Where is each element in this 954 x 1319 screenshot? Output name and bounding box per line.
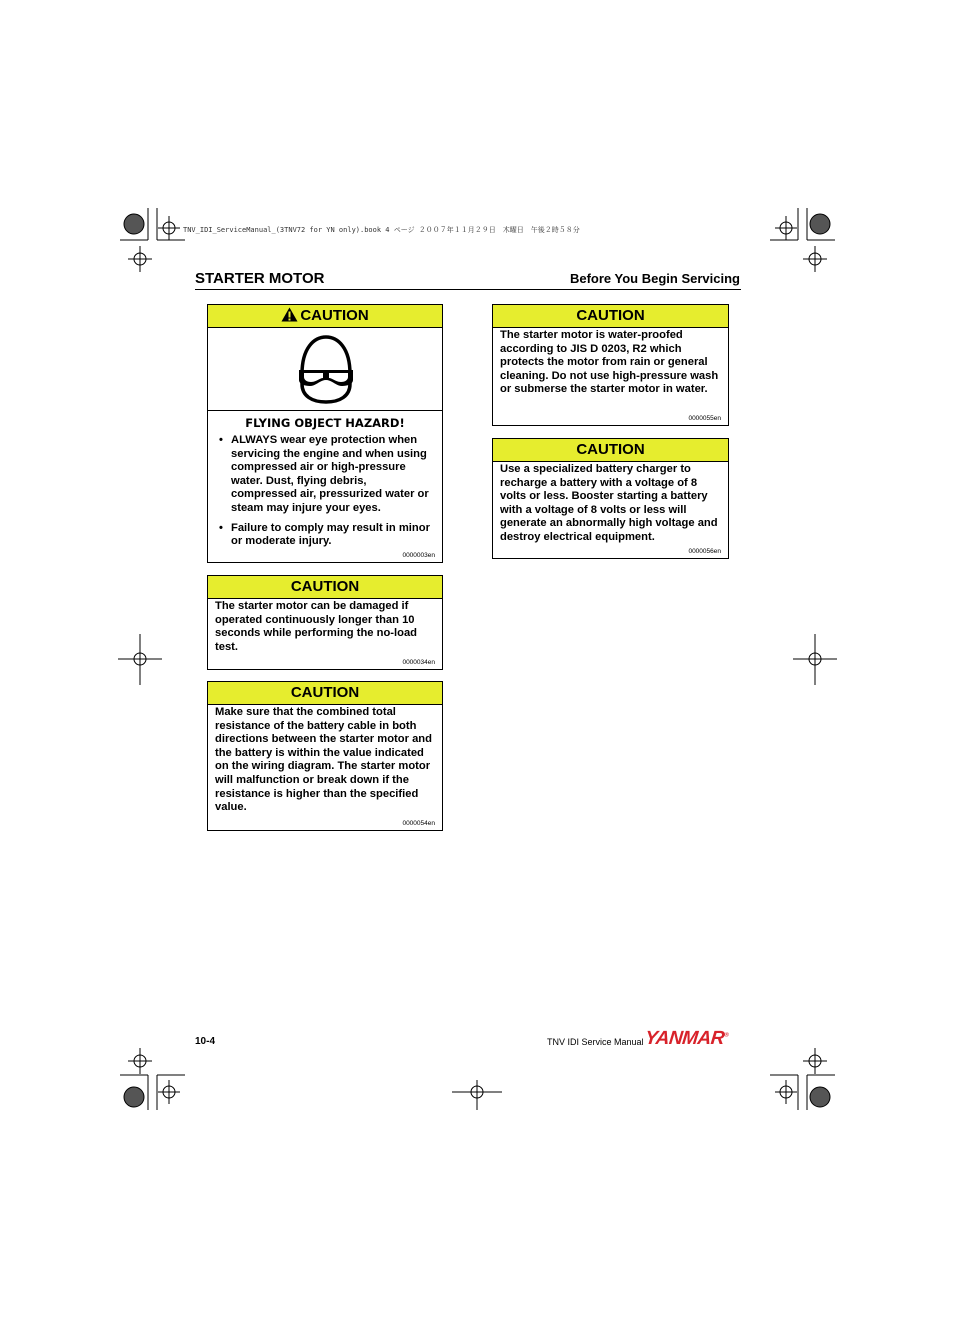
message-code: 0000056en <box>688 548 721 555</box>
message-code: 0000003en <box>402 552 435 559</box>
safety-goggles-icon <box>296 334 356 404</box>
caution-box-flying-object <box>207 304 443 563</box>
caution-heading: CAUTION <box>208 682 442 705</box>
message-code: 0000055en <box>688 415 721 422</box>
message-code: 0000054en <box>402 820 435 827</box>
bullet-item: • ALWAYS wear eye protection when servicing the engine and when using compressed air or high-pressure water. Dust, flying debris, compressed air, pressurized water or steam may injure your eyes. <box>231 434 435 516</box>
page-number: 10-4 <box>195 1036 216 1047</box>
message-code: 0000034en <box>402 659 435 666</box>
manual-title: TNV IDI Service Manual <box>547 1037 644 1047</box>
caution-text: Use a specialized battery charger to recharge a battery with a voltage of 8 volts or less. Booster starting a battery with a voltage of 8 volts or less will generate an abnormally high voltage and destroy electrical equipment. <box>500 463 718 543</box>
caution-heading: CAUTION <box>493 439 728 462</box>
hazard-bullets <box>215 434 435 549</box>
caution-box-charger <box>492 438 729 559</box>
caution-box-no-load <box>207 575 443 670</box>
caution-text: Make sure that the combined total resistance of the battery cable in both directions between the starter motor and the battery is within the value indicated on the wiring diagram. The starter motor will malfunction or break down if the resistance is higher than the specified value. <box>215 706 432 814</box>
pictogram-area <box>208 328 442 411</box>
caution-heading <box>208 305 442 328</box>
registered-mark: ® <box>724 1032 729 1039</box>
caution-box-water <box>492 304 729 426</box>
header-rule <box>195 289 741 290</box>
caution-text: The starter motor is water-proofed according to JIS D 0203, R2 which protects the motor from rain or general cleaning. Do not use high-pressure wash or submerse the starter motor in water. <box>500 329 719 396</box>
bullet-item: • Failure to comply may result in minor or moderate injury. <box>231 522 435 549</box>
caution-text: The starter motor can be damaged if operated continuously longer than 10 seconds while performing the no-load test. <box>215 600 418 653</box>
warning-triangle-icon <box>281 307 298 322</box>
yanmar-logo <box>644 1028 729 1050</box>
caution-box-resistance <box>207 681 443 831</box>
subsection-title: Before You Begin Servicing <box>569 271 740 286</box>
section-title: STARTER MOTOR <box>195 270 325 287</box>
caution-heading-text: CAUTION <box>300 307 369 324</box>
print-slug: TNV_IDI_ServiceManual_(3TNV72 for YN only).book 4 ページ ２００７年１１月２９日 木曜日 午後２時５８分 <box>183 226 580 234</box>
logo-text: YANMAR <box>643 1028 726 1049</box>
caution-heading: CAUTION <box>493 305 728 328</box>
hazard-title: FLYING OBJECT HAZARD! <box>245 416 405 430</box>
caution-heading: CAUTION <box>208 576 442 599</box>
